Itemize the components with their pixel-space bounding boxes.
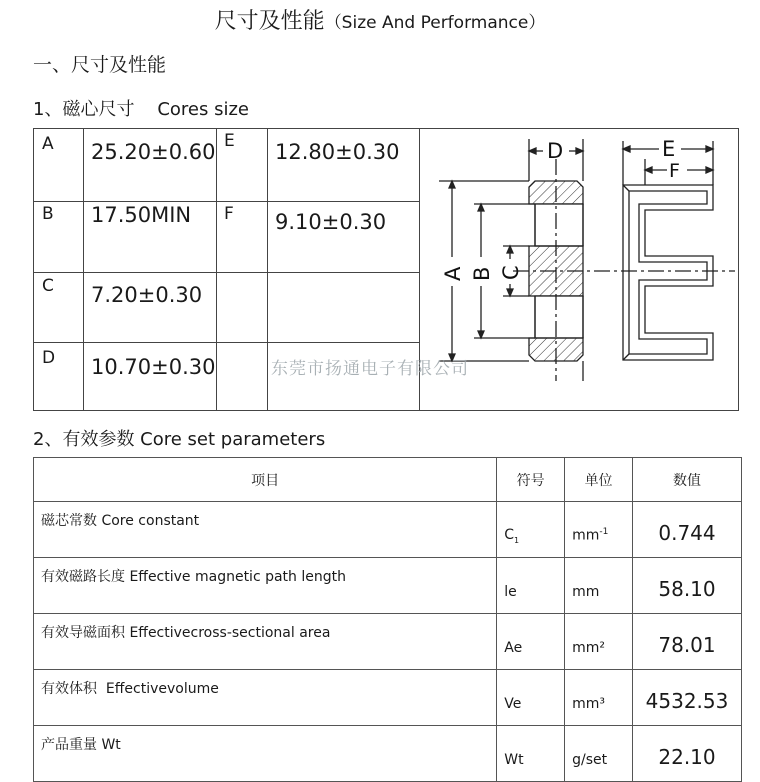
section-heading-size-performance: 一、尺寸及性能	[33, 54, 167, 76]
table-row	[34, 614, 742, 670]
dim-value-d: 10.70±0.30	[91, 355, 216, 379]
symbol-cell: le	[497, 558, 565, 614]
symbol-text: C	[504, 526, 515, 543]
value-cell: 58.10	[633, 558, 742, 614]
title-main: 尺寸及性能	[214, 9, 325, 34]
dim-label-d: D	[42, 348, 56, 368]
item-cell: 有效导磁面积 Effectivecross-sectional area	[34, 614, 497, 670]
unit-cell: mm	[565, 558, 633, 614]
symbol-cell: Wt	[497, 726, 565, 782]
unit-superscript: -1	[599, 527, 609, 538]
table-row	[34, 502, 742, 558]
item-cell: 有效体积 Effectivevolume	[34, 670, 497, 726]
header-unit: 单位	[565, 458, 633, 502]
unit-cell: g/set	[565, 726, 633, 782]
item-cell: 产品重量 Wt	[34, 726, 497, 782]
unit-cell: mm²	[565, 614, 633, 670]
value-cell: 4532.53	[633, 670, 742, 726]
dim-label-c: C	[42, 276, 54, 296]
drawing-label-e: E	[662, 137, 676, 161]
table-divider	[34, 272, 419, 273]
dim-value-f: 9.10±0.30	[275, 210, 387, 234]
symbol-cell: Ve	[497, 670, 565, 726]
header-item: 项目	[34, 458, 497, 502]
drawing-label-f: F	[669, 160, 680, 182]
section-heading-cores-size: 1、磁心尺寸 Cores size	[33, 99, 249, 120]
dim-label-a: A	[42, 134, 54, 154]
symbol-cell	[497, 502, 565, 558]
table-row	[34, 670, 742, 726]
table-divider	[34, 342, 419, 343]
section-heading-core-parameters: 2、有效参数 Core set parameters	[33, 429, 326, 450]
dim-label-b: B	[42, 204, 54, 224]
unit-text: mm	[572, 527, 600, 544]
table-row	[34, 558, 742, 614]
symbol-cell: Ae	[497, 614, 565, 670]
table-divider	[83, 129, 84, 410]
value-cell: 0.744	[633, 502, 742, 558]
title-sub: （Size And Performance）	[324, 13, 546, 33]
item-cell: 有效磁路长度 Effective magnetic path length	[34, 558, 497, 614]
dim-value-b: 17.50MIN	[91, 203, 192, 227]
unit-cell: mm³	[565, 670, 633, 726]
dim-value-c: 7.20±0.30	[91, 283, 203, 307]
item-cell: 磁芯常数 Core constant	[34, 502, 497, 558]
drawing-label-c: C	[499, 265, 523, 280]
drawing-label-d: D	[547, 139, 564, 163]
core-parameters-table	[33, 457, 742, 782]
drawing-label-b: B	[470, 266, 494, 281]
dim-label-f: F	[224, 204, 234, 224]
table-header-row	[34, 458, 742, 502]
table-divider	[34, 201, 419, 202]
header-value: 数值	[633, 458, 742, 502]
value-cell: 78.01	[633, 614, 742, 670]
dim-label-e: E	[224, 131, 235, 151]
dim-value-e: 12.80±0.30	[275, 140, 400, 164]
dim-value-a: 25.20±0.60	[91, 140, 216, 164]
value-cell: 22.10	[633, 726, 742, 782]
symbol-subscript: 1	[514, 535, 520, 545]
drawing-label-a: A	[441, 266, 465, 281]
unit-cell	[565, 502, 633, 558]
table-row	[34, 726, 742, 782]
company-watermark: 东莞市扬通电子有限公司	[271, 359, 469, 379]
table-divider	[267, 129, 268, 410]
header-symbol: 符号	[497, 458, 565, 502]
table-divider	[216, 129, 217, 410]
page-title	[0, 4, 760, 35]
